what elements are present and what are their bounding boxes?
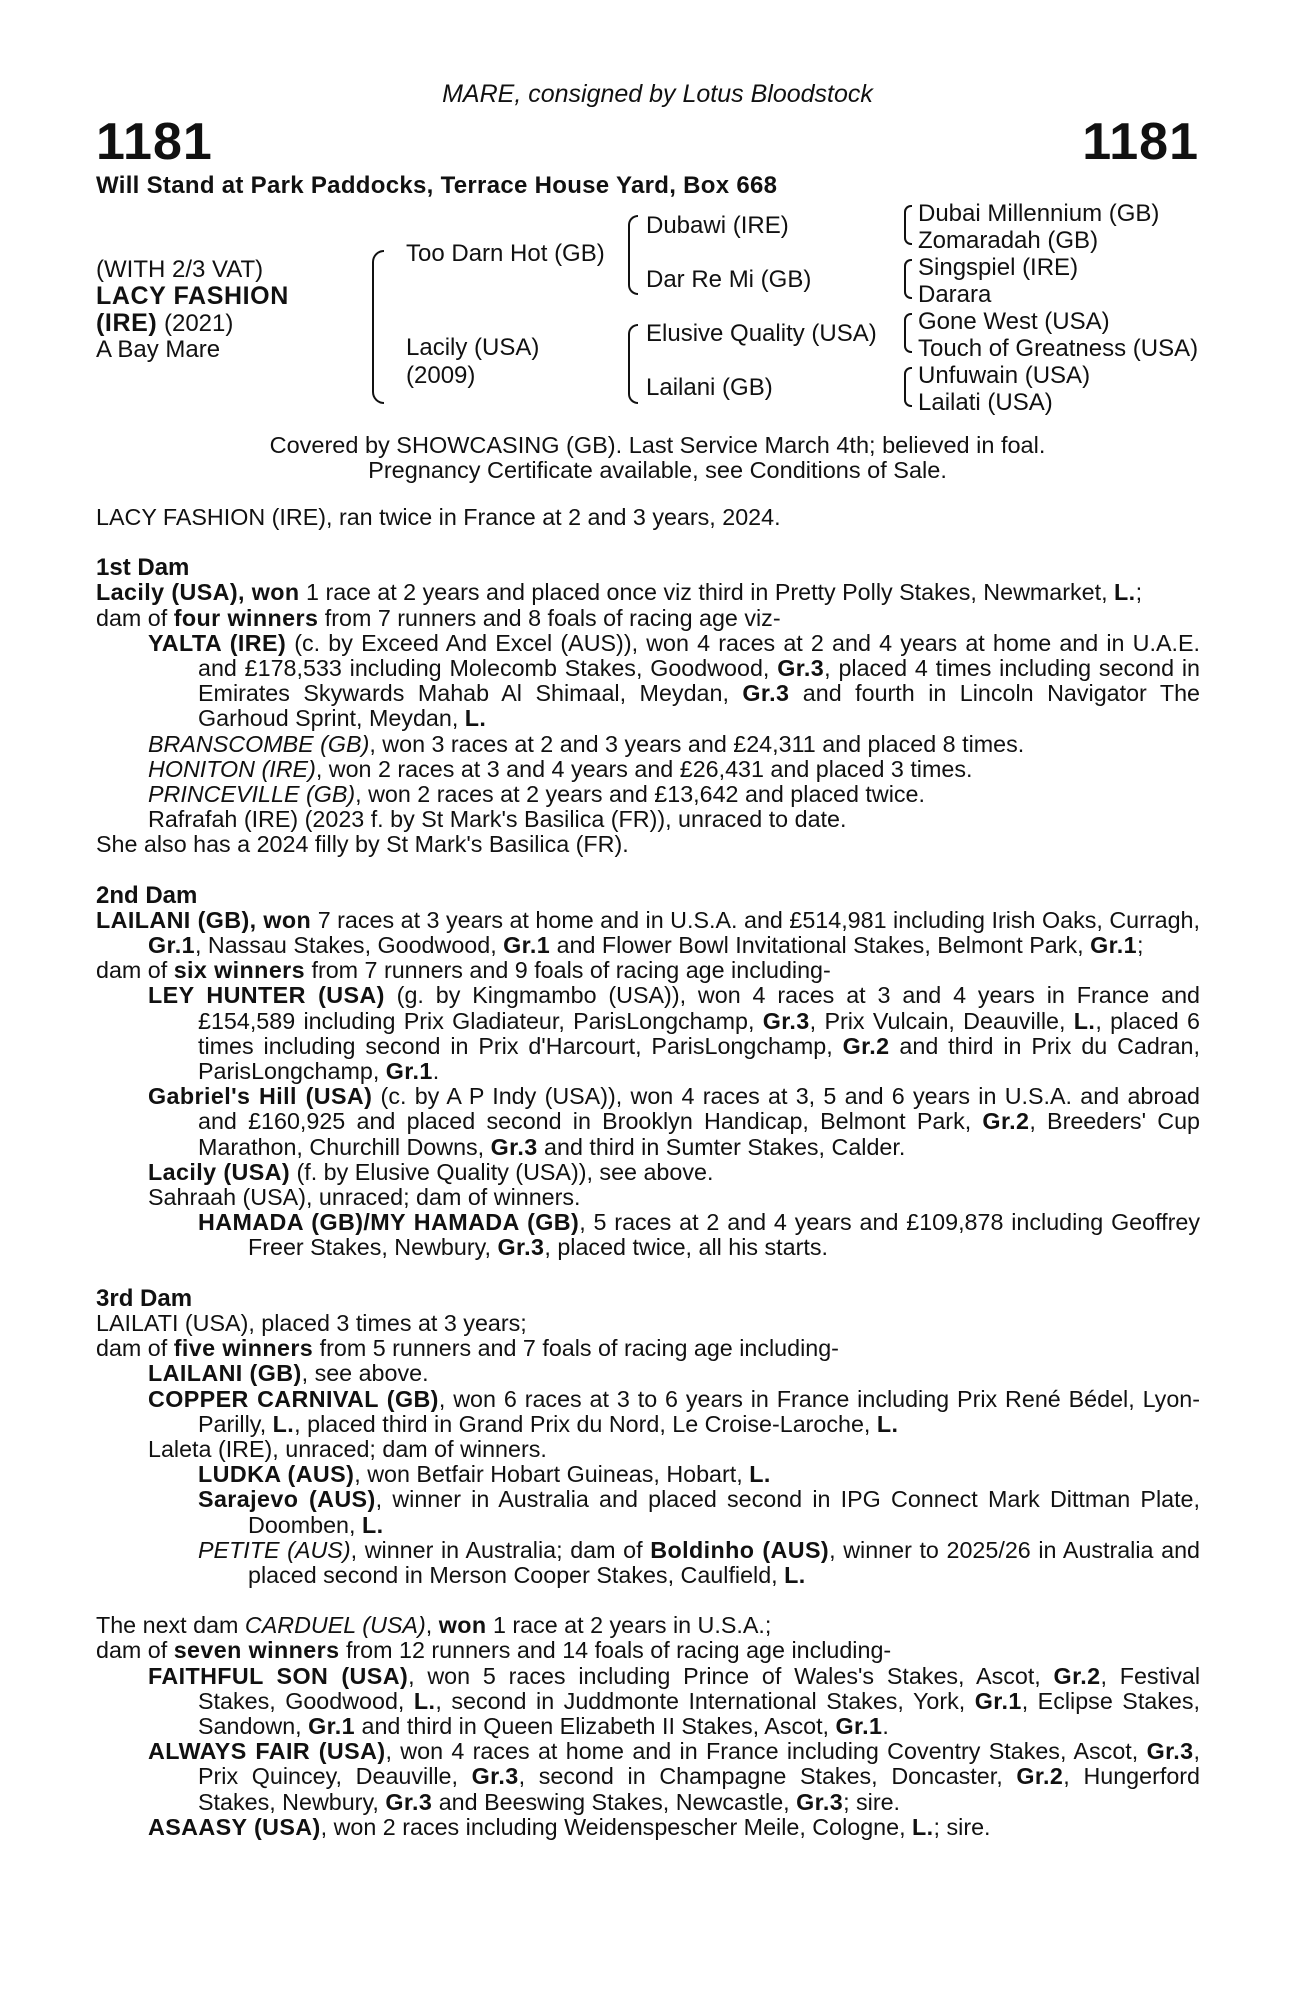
produce-lacily: Lacily (USA) (f. by Elusive Quality (USA)), see above. bbox=[148, 1158, 714, 1185]
catalogue-body bbox=[96, 505, 1200, 1840]
produce-laleta: Laleta (IRE), unraced; dam of winners. bbox=[148, 1435, 547, 1462]
produce-branscombe: BRANSCOMBE (GB), won 3 races at 2 and 3 years and £24,311 and placed 8 times. bbox=[148, 730, 1025, 757]
produce-sahraah: Sahraah (USA), unraced; dam of winners. bbox=[148, 1184, 581, 1211]
pedigree-brace-g4 bbox=[904, 367, 912, 407]
produce-copper-carnival: COPPER CARNIVAL (GB), won 6 races at 3 to 6 years in France including Prix René Bédel, Lyon-Parilly, L., placed third in Grand Prix du Nord, Le Croise-Laroche, L. bbox=[148, 1385, 1200, 1437]
first-dam-produce-count: dam of four winners from 7 runners and 8 foals of racing age viz- bbox=[96, 604, 781, 631]
horse-country: (IRE) bbox=[96, 309, 158, 337]
next-dam-produce-count: dam of seven winners from 12 runners and 14 foals of racing age including- bbox=[96, 1637, 892, 1664]
pedigree-sire-sire-sire: Dubai Millennium (GB) bbox=[918, 200, 1160, 227]
third-dam-summary: LAILATI (USA), placed 3 times at 3 years; bbox=[96, 1309, 527, 1336]
vat-note: (WITH 2/3 VAT) bbox=[96, 256, 264, 283]
produce-rafrafah: Rafrafah (IRE) (2023 f. by St Mark's Basilica (FR)), unraced to date. bbox=[148, 806, 847, 833]
third-dam-heading: 3rd Dam bbox=[96, 1284, 193, 1312]
pedigree-dam-year: (2009) bbox=[406, 362, 476, 389]
pedigree-sire-dam-sire: Singspiel (IRE) bbox=[918, 254, 1079, 281]
pedigree-dam-dam: Lailani (GB) bbox=[646, 374, 773, 401]
produce-asaasy: ASAASY (USA), won 2 races including Weidenspescher Meile, Cologne, L.; sire. bbox=[148, 1813, 991, 1840]
pedigree-brace-g3 bbox=[904, 313, 912, 353]
first-dam-also: She also has a 2024 filly by St Mark's Basilica (FR). bbox=[96, 831, 629, 858]
lot-number-left: 1181 bbox=[96, 113, 213, 171]
pedigree-sire-dam-dam: Darara bbox=[918, 281, 992, 308]
pedigree-sire: Too Darn Hot (GB) bbox=[406, 240, 605, 267]
produce-yalta: YALTA (IRE) (c. by Exceed And Excel (AUS)), won 4 races at 2 and 4 years at home and in U.A.E. and £178,533 including Molecomb Stakes, Goodwood, Gr.3, placed 4 times including second in Emirates Skywards Mahab Al Shimaal, Meydan, Gr.3 and fourth in Lincoln Navigator The Garhoud Sprint, Meydan, L. bbox=[148, 629, 1201, 732]
pedigree-brace-sire bbox=[628, 215, 638, 295]
pedigree-dam-sire-sire: Gone West (USA) bbox=[918, 308, 1110, 335]
horse-origin-year bbox=[96, 309, 233, 338]
produce-petite: PETITE (AUS), winner in Australia; dam of Boldinho (AUS), winner to 2025/26 in Australia and placed second in Merson Cooper Stakes, Caulfield, L. bbox=[198, 1536, 1200, 1588]
pedigree-brace-g2 bbox=[904, 259, 912, 299]
third-dam-produce-count: dam of five winners from 5 runners and 7 foals of racing age including- bbox=[96, 1335, 839, 1362]
pedigree-brace-main bbox=[372, 250, 384, 404]
produce-hamada: HAMADA (GB)/MY HAMADA (GB), 5 races at 2 and 4 years and £109,878 including Geoffrey Freer Stakes, Newbury, Gr.3, placed twice, all his starts. bbox=[198, 1209, 1200, 1261]
horse-description: A Bay Mare bbox=[96, 336, 221, 363]
pedigree-dam-dam-sire: Unfuwain (USA) bbox=[918, 362, 1091, 389]
produce-sarajevo: Sarajevo (AUS), winner in Australia and placed second in IPG Connect Mark Dittman Plate, Doomben, L. bbox=[198, 1486, 1200, 1538]
horse-name: LACY FASHION bbox=[96, 282, 289, 310]
pregnancy-note: Pregnancy Certificate available, see Conditions of Sale. bbox=[368, 457, 947, 483]
pedigree-dam: Lacily (USA) bbox=[406, 334, 540, 361]
second-dam-produce-count: dam of six winners from 7 runners and 9 foals of racing age including- bbox=[96, 957, 831, 984]
second-dam-summary: LAILANI (GB), won 7 races at 3 years at home and in U.S.A. and £514,981 including Irish Oaks, Curragh, Gr.1, Nassau Stakes, Goodwood, Gr.1 and Flower Bowl Invitational Stakes, Belmont Park, Gr.1; bbox=[96, 906, 1200, 959]
pedigree-dam-sire-dam: Touch of Greatness (USA) bbox=[918, 335, 1199, 362]
intro-line: LACY FASHION (IRE), ran twice in France at 2 and 3 years, 2024. bbox=[96, 504, 781, 530]
produce-always-fair: ALWAYS FAIR (USA), won 4 races at home and in France including Coventry Stakes, Ascot, Gr.3, Prix Quincey, Deauville, Gr.3, second in Champagne Stakes, Doncaster, Gr.2, Hungerford Stakes, Newbury, Gr.3 and Beeswing Stakes, Newcastle, Gr.3; sire. bbox=[148, 1738, 1200, 1815]
produce-lailani: LAILANI (GB), see above. bbox=[148, 1360, 429, 1387]
lot-number-right: 1181 bbox=[1082, 113, 1199, 171]
produce-ley-hunter: LEY HUNTER (USA) (g. by Kingmambo (USA)), won 4 races at 3 and 4 years in France and £154,589 including Prix Gladiateur, ParisLongchamp, Gr.3, Prix Vulcain, Deauville, L., placed 6 times including second in Prix d'Harcourt, ParisLongchamp, Gr.2 and third in Prix du Cadran, ParisLongchamp, Gr.1. bbox=[148, 982, 1200, 1085]
horse-year: (2021) bbox=[157, 310, 234, 337]
first-dam-heading: 1st Dam bbox=[96, 554, 190, 582]
produce-gabriels-hill: Gabriel's Hill (USA) (c. by A P Indy (USA)), won 4 races at 3, 5 and 6 years in U.S.A. and abroad and £160,925 and placed second in Brooklyn Handicap, Belmont Park, Gr.2, Breeders' Cup Marathon, Churchill Downs, Gr.3 and third in Sumter Stakes, Calder. bbox=[148, 1083, 1200, 1160]
pedigree-brace-g1 bbox=[904, 205, 912, 245]
pedigree-sire-dam: Dar Re Mi (GB) bbox=[646, 266, 812, 293]
next-dam-summary: The next dam CARDUEL (USA), won 1 race at 2 years in U.S.A.; bbox=[96, 1612, 772, 1639]
pedigree-sire-sire: Dubawi (IRE) bbox=[646, 212, 789, 239]
pedigree-dam-sire: Elusive Quality (USA) bbox=[646, 320, 877, 347]
produce-honiton: HONITON (IRE), won 2 races at 3 and 4 years and £26,431 and placed 3 times. bbox=[148, 755, 973, 782]
first-dam-summary: Lacily (USA), won 1 race at 2 years and placed once viz third in Pretty Polly Stakes, Newmarket, L.; bbox=[96, 579, 1143, 606]
pedigree-dam-dam-dam: Lailati (USA) bbox=[918, 389, 1053, 416]
produce-faithful-son: FAITHFUL SON (USA), won 5 races including Prince of Wales's Stakes, Ascot, Gr.2, Festival Stakes, Goodwood, L., second in Juddmonte International Stakes, York, Gr.1, Eclipse Stakes, Sandown, Gr.1 and third in Queen Elizabeth II Stakes, Ascot, Gr.1. bbox=[148, 1662, 1200, 1739]
sale-subtitle: MARE, consigned by Lotus Bloodstock bbox=[442, 80, 873, 108]
pedigree-sire-sire-dam: Zomaradah (GB) bbox=[918, 227, 1099, 254]
covered-note: Covered by SHOWCASING (GB). Last Service March 4th; believed in foal. bbox=[269, 432, 1046, 458]
produce-ludka: LUDKA (AUS), won Betfair Hobart Guineas, Hobart, L. bbox=[198, 1461, 771, 1488]
produce-princeville: PRINCEVILLE (GB), won 2 races at 2 years and £13,642 and placed twice. bbox=[148, 781, 925, 808]
stabling-location: Will Stand at Park Paddocks, Terrace House Yard, Box 668 bbox=[96, 172, 778, 199]
pedigree-brace-dam bbox=[628, 324, 638, 404]
second-dam-heading: 2nd Dam bbox=[96, 881, 198, 909]
